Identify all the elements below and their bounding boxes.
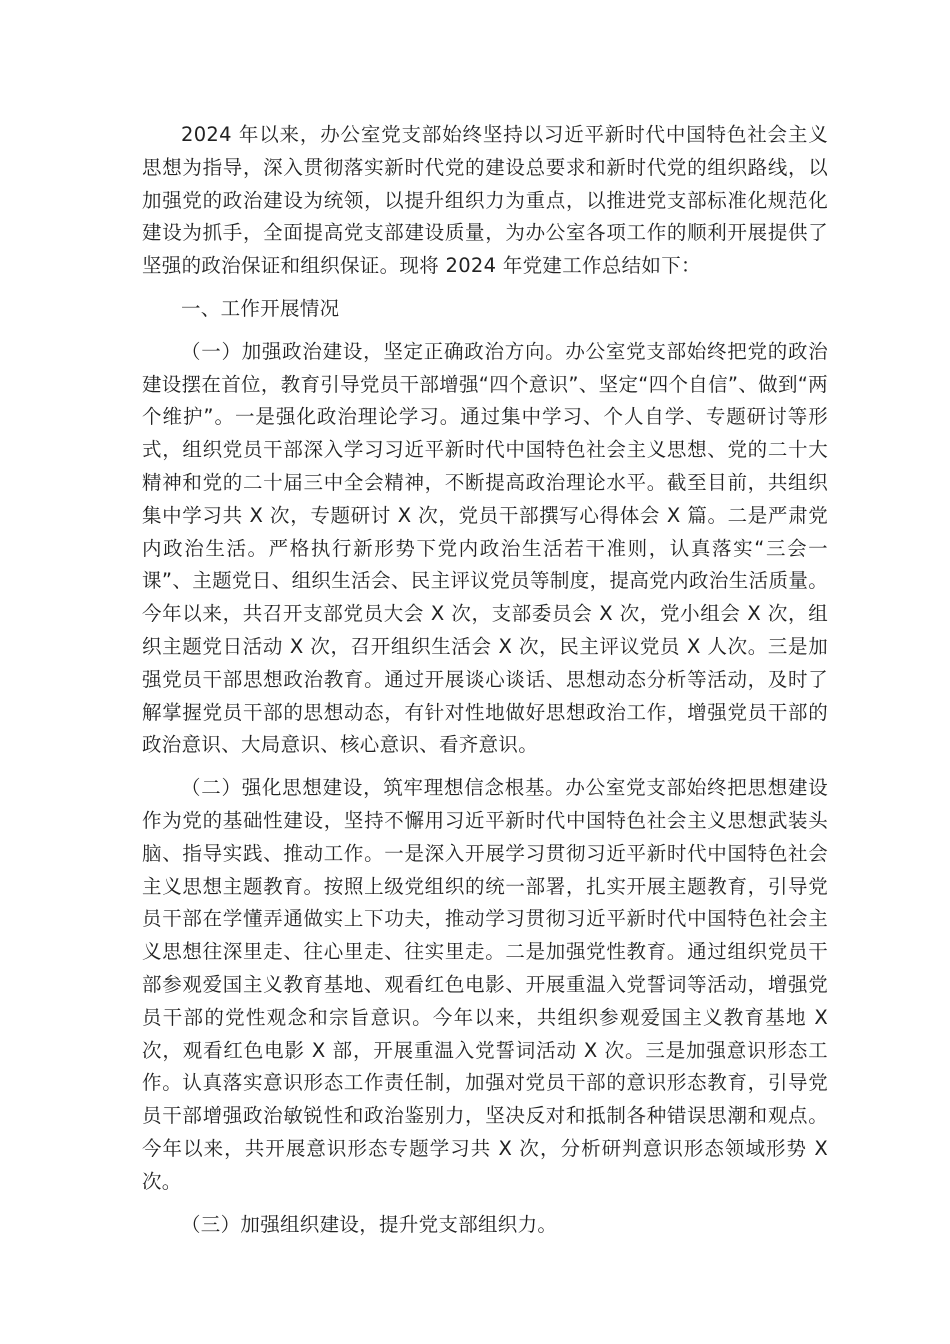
- subsection-paragraph-1: （一）加强政治建设，坚定正确政治方向。办公室党支部始终把党的政治建设摆在首位，教育引导党员干部增强“四个意识”、坚定“四个自信”、做到“两个维护”。一是强化政治理论学习。通过集中学习、个人自学、专题研讨等形式，组织党员干部深入学习习近平新时代中国特色社会主义思想、党的二十大精神和党的二十届三中全会精神，不断提高政治理论水平。截至目前，共组织集中学习共 X 次，专题研讨 X 次，党员干部撰写心得体会 X 篇。二是严肃党内政治生活。严格执行新形势下党内政治生活若干准则，认真落实“三会一课”、主题党日、组织生活会、民主评议党员等制度，提高党内政治生活质量。今年以来，共召开支部党员大会 X 次，支部委员会 X 次，党小组会 X 次，组织主题党日活动 X 次，召开组织生活会 X 次，民主评议党员 X 人次。三是加强党员干部思想政治教育。通过开展谈心谈话、思想动态分析等活动，及时了解掌握党员干部的思想动态，有针对性地做好思想政治工作，增强党员干部的政治意识、大局意识、核心意识、看齐意识。: [142, 339, 828, 757]
- section-heading: 一、工作开展情况: [181, 296, 340, 320]
- intro-paragraph: 2024 年以来，办公室党支部始终坚持以习近平新时代中国特色社会主义思想为指导，深入贯彻落实新时代党的建设总要求和新时代党的组织路线，以加强党的政治建设为统领，以提升组织力为重点，以推进党支部标准化规范化建设为抓手，全面提高党支部建设质量，为办公室各项工作的顺利开展提供了坚强的政治保证和组织保证。现将 2024 年党建工作总结如下：: [142, 123, 828, 278]
- subsection-paragraph-2: （二）强化思想建设，筑牢理想信念根基。办公室党支部始终把思想建设作为党的基础性建设，坚持不懈用习近平新时代中国特色社会主义思想武装头脑、指导实践、推动工作。一是深入开展学习贯彻习近平新时代中国特色社会主义思想主题教育。按照上级党组织的统一部署，扎实开展主题教育，引导党员干部在学懂弄通做实上下功夫，推动学习贯彻习近平新时代中国特色社会主义思想往深里走、往心里走、往实里走。二是加强党性教育。通过组织党员干部参观爱国主义教育基地、观看红色电影、开展重温入党誓词等活动，增强党员干部的党性观念和宗旨意识。今年以来，共组织参观爱国主义教育基地 X 次，观看红色电影 X 部，开展重温入党誓词活动 X 次。三是加强意识形态工作。认真落实意识形态工作责任制，加强对党员干部的意识形态教育，引导党员干部增强政治敏锐性和政治鉴别力，坚决反对和抵制各种错误思潮和观点。今年以来，共开展意识形态专题学习共 X 次，分析研判意识形态领域形势 X 次。: [142, 776, 828, 1193]
- subsection-paragraph-3: （三）加强组织建设，提升党支部组织力。: [181, 1212, 558, 1236]
- document-page: [142, 119, 828, 1241]
